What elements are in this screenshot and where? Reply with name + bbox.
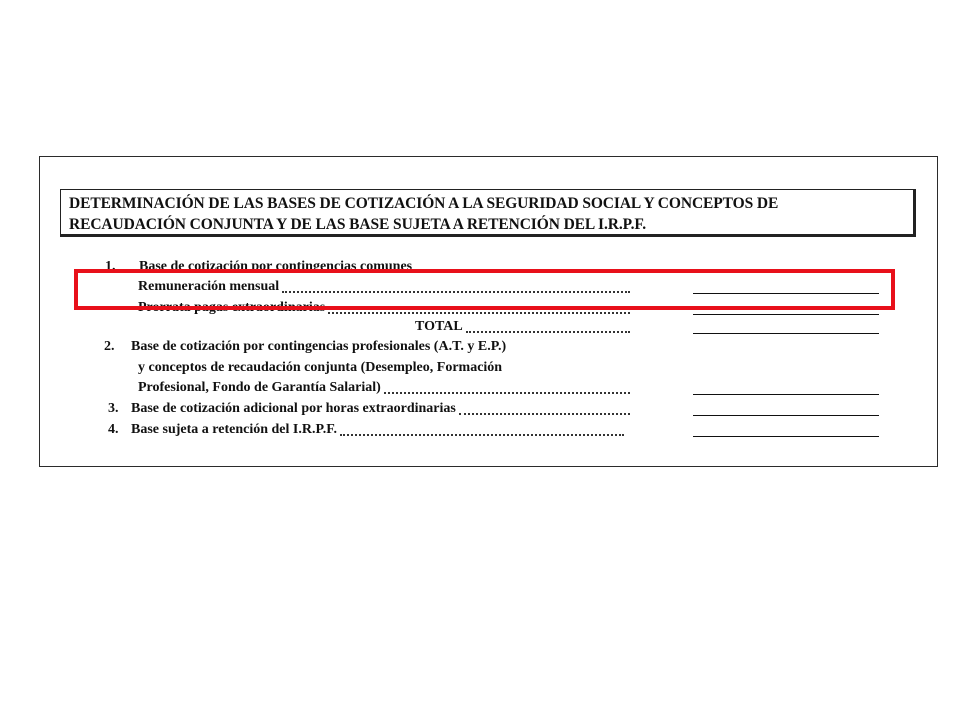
dot-leader	[328, 311, 630, 314]
item-number: 1.	[105, 259, 116, 274]
answer-line	[693, 415, 879, 416]
dot-leader	[282, 290, 630, 293]
heading-line-2: RECAUDACIÓN CONJUNTA Y DE LAS BASE SUJETA A RETENCIÓN DEL I.R.P.F.	[69, 216, 647, 233]
answer-line	[693, 436, 879, 437]
dot-leader	[384, 391, 630, 394]
row-2-line-2	[40, 359, 939, 377]
item-number: 2.	[104, 339, 115, 354]
answer-line	[693, 293, 879, 294]
heading-line-1: DETERMINACIÓN DE LAS BASES DE COTIZACIÓN A LA SEGURIDAD SOCIAL Y CONCEPTOS DE	[69, 195, 779, 212]
row-label: Base de cotización por contingencias profesionales (A.T. y E.P.)	[131, 339, 507, 354]
row-2-line-3	[40, 379, 939, 397]
row-label: y conceptos de recaudación conjunta (Desempleo, Formación	[138, 360, 503, 375]
row-1-title	[40, 258, 939, 276]
answer-line	[693, 333, 879, 334]
dot-leader	[466, 330, 630, 333]
row-label: Prorrata pagas extraordinarias	[138, 300, 326, 315]
row-label: TOTAL	[415, 319, 463, 334]
row-label: Base de cotización por contingencias comunes	[139, 259, 413, 274]
section-heading	[60, 189, 916, 237]
row-label: Remuneración mensual	[138, 279, 280, 294]
dot-leader	[459, 412, 630, 415]
row-4	[40, 421, 939, 439]
answer-line	[693, 314, 879, 315]
item-number: 3.	[108, 401, 119, 416]
dot-leader	[340, 433, 624, 436]
item-number: 4.	[108, 422, 119, 437]
row-total	[40, 318, 939, 336]
row-prorrata	[40, 299, 939, 317]
row-2-title	[40, 338, 939, 356]
row-3	[40, 400, 939, 418]
answer-line	[693, 394, 879, 395]
form-panel	[39, 156, 938, 467]
row-label: Profesional, Fondo de Garantía Salarial)	[138, 380, 381, 395]
row-label: Base de cotización adicional por horas extraordinarias	[131, 401, 456, 416]
row-remuneracion-mensual	[40, 278, 939, 296]
row-label: Base sujeta a retención del I.R.P.F.	[131, 422, 337, 437]
